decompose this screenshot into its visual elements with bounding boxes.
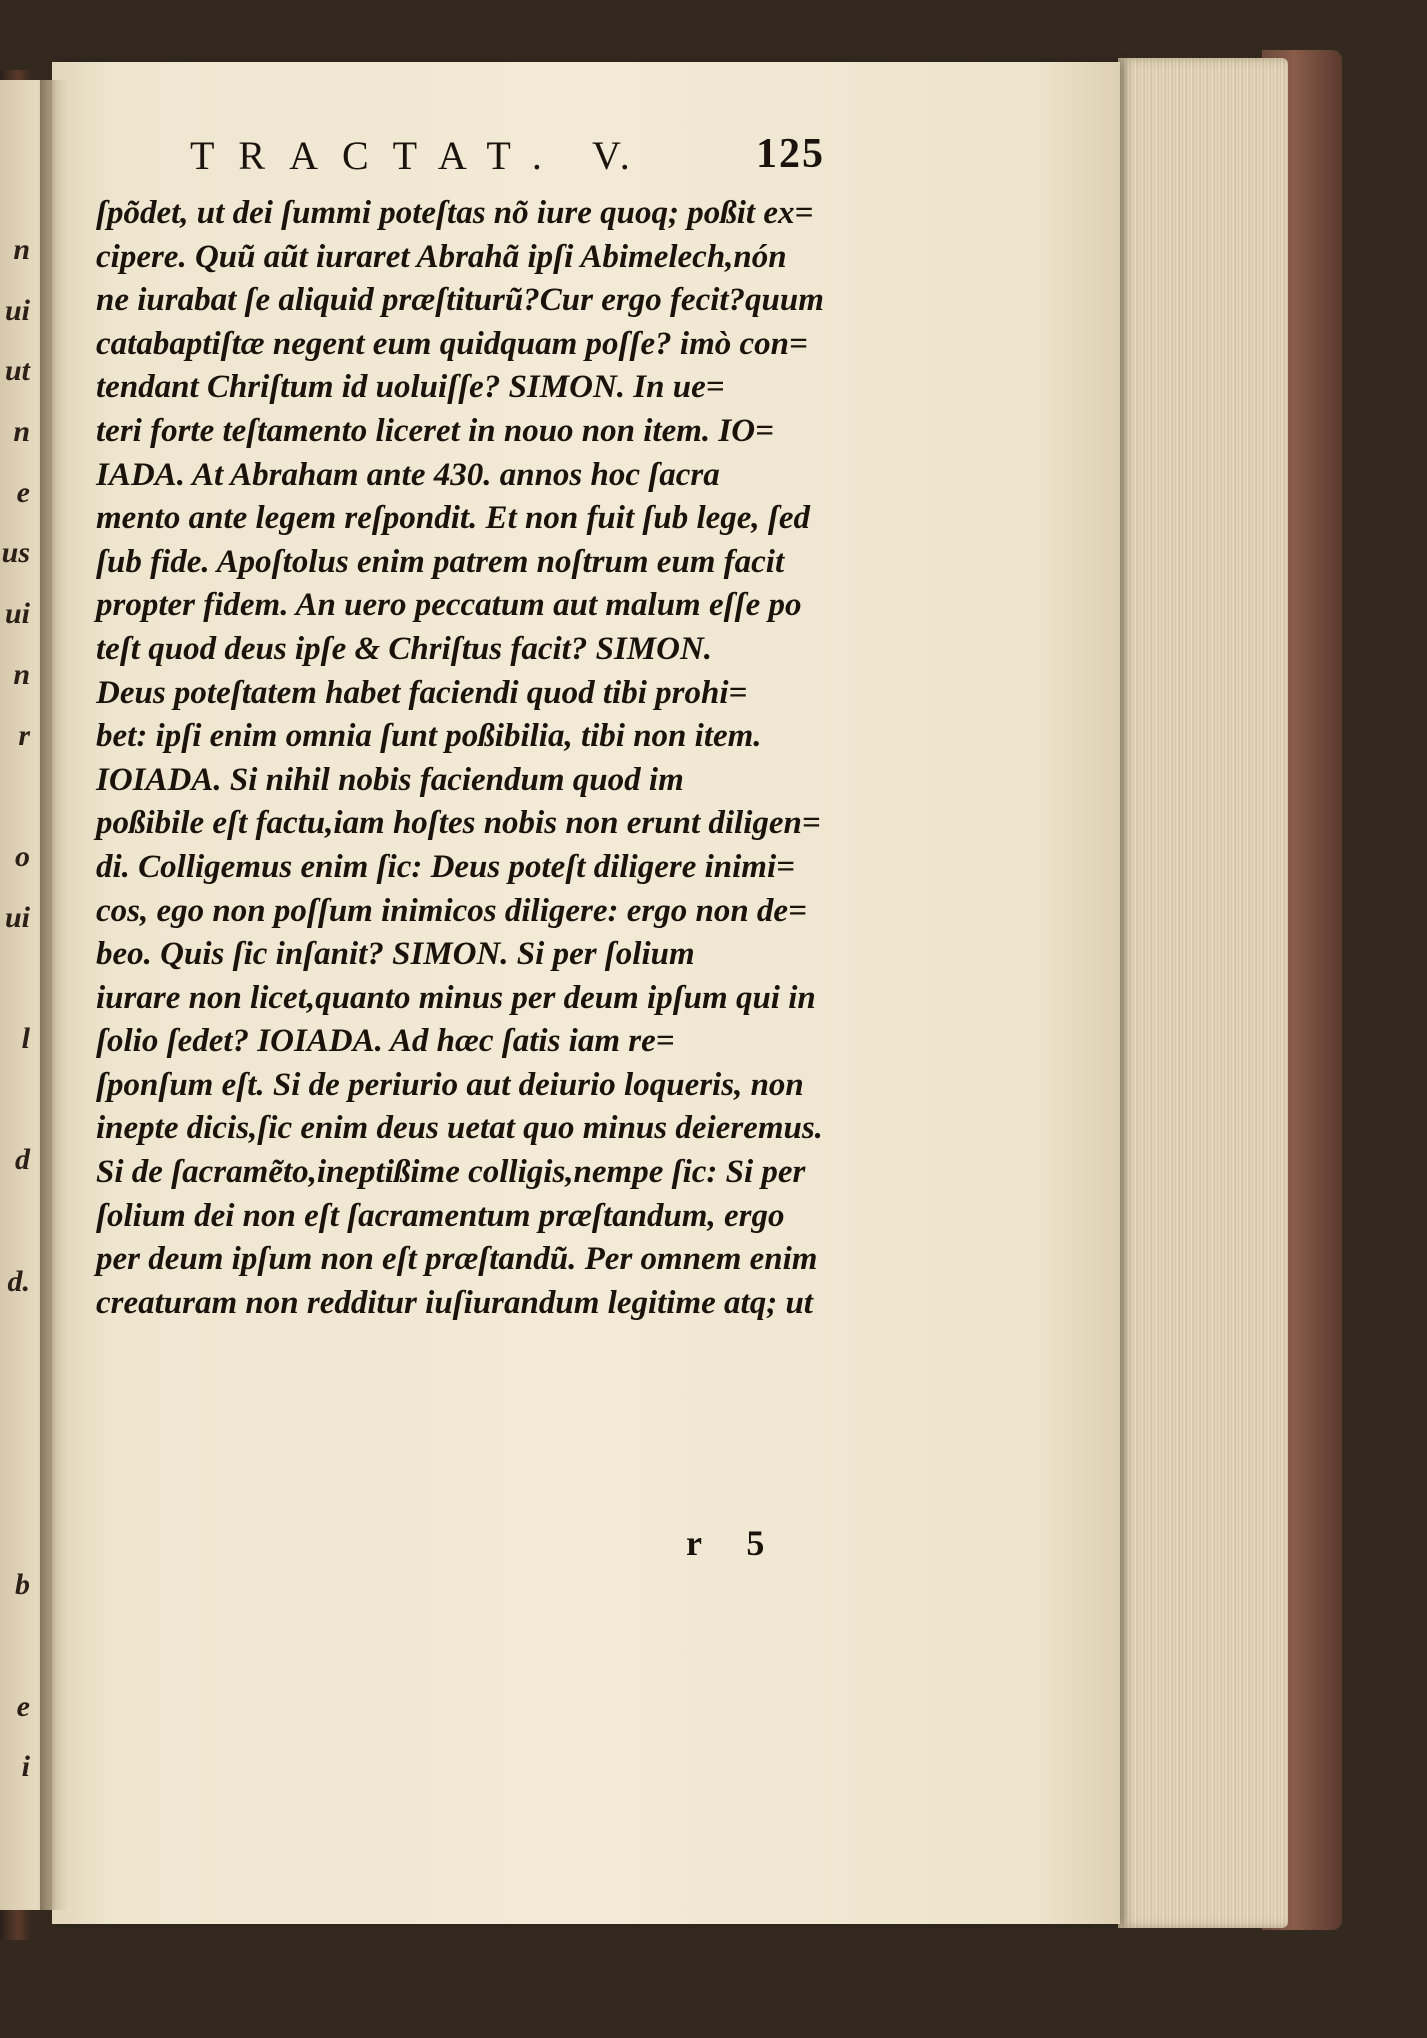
left-margin-fragment: d [15,1143,30,1177]
text-line: ne iurabat ſe aliquid præſtiturũ?Cur ergo fecit?quum [96,282,824,319]
running-head [0,132,1427,182]
text-line: cos, ego non poſſum inimicos diligere: ergo non de= [96,892,807,929]
left-margin-fragment: l [21,1021,30,1055]
left-margin-fragment [0,1070,30,1131]
text-line: Si de ſacramẽto,ineptißime colligis,nempe ſic: Si per [96,1154,806,1191]
signature-mark: r 5 [686,1523,783,1563]
text-line: inepte dicis,ſic enim deus uetat quo minus deieremus. [96,1110,823,1147]
text-line: ſolio ſedet? IOIADA. Ad hæc ſatis iam re= [96,1023,675,1060]
left-margin-fragment: e [16,1689,30,1723]
text-line: beo. Quis ſic inſanit? SIMON. Si per ſolium [96,936,695,973]
left-margin-fragment: d. [7,1264,30,1298]
left-margin-fragment: ui [4,597,30,631]
text-line: poßibile eſt factu,iam hoſtes nobis non erunt diligen= [96,805,821,842]
text-line: propter fidem. An uero peccatum aut malum eſſe po [96,587,802,624]
left-margin-fragment [0,1434,30,1495]
left-margin-fragment: e [16,475,30,509]
text-line: ſpõdet, ut dei ſummi poteſtas nõ iure quoq; poßit ex= [96,195,814,231]
left-margin-fragment: ui [4,293,30,327]
left-margin-fragment: b [15,1568,30,1602]
left-margin-fragment: i [21,1750,30,1784]
running-head-part: V. [592,133,634,178]
left-margin-fragment: n [13,657,30,691]
left-margin-fragment: ui [4,900,30,934]
left-margin-fragment [0,1191,30,1252]
left-margin-fragment [0,1616,30,1677]
running-head-title: TRACTAT. [190,133,566,178]
text-line: catabaptiſtæ negent eum quidquam poſſe? imò con= [96,325,808,362]
text-line: per deum ipſum non eſt præſtandũ. Per omnem enim [96,1241,818,1278]
text-line: iurare non licet,quanto minus per deum ipſum qui in [96,979,816,1016]
left-margin-fragment [0,948,30,1009]
body-text [96,192,866,1325]
left-margin-fragment: o [15,839,30,873]
text-line: mento ante legem reſpondit. Et non fuit ſub lege, ſed [96,500,811,537]
text-line: tendant Chriſtum id uoluiſſe? SIMON. In ue= [96,369,725,406]
left-margin-fragment [0,1494,30,1555]
text-line: ſolium dei non eſt ſacramentum præſtandum, ergo [96,1197,785,1234]
text-line: teſt quod deus ipſe & Chriſtus facit? SIMON. [96,630,713,667]
left-margin-fragment [0,1373,30,1434]
text-line: teri forte teſtamento liceret in nouo non item. IO= [96,412,774,449]
left-margin-fragment: n [13,233,30,266]
left-margin-fragment: r [18,718,30,752]
text-line: Deus poteſtatem habet faciendi quod tibi prohi= [96,674,748,711]
text-line: cipere. Quũ aũt iuraret Abrahã ipſi Abimelech,nón [96,238,787,275]
text-line: IADA. At Abraham ante 430. annos hoc ſacra [96,456,720,493]
left-margin-fragment: ut [4,354,30,388]
page-number: 125 [756,131,825,177]
page-gutter [40,80,68,1910]
text-line: ſponſum eſt. Si de periurio aut deiurio loqueris, non [96,1066,804,1103]
left-margin-fragment [0,1312,30,1373]
left-page-margin-text [0,220,30,1798]
text-line: IOIADA. Si nihil nobis faciendum quod im [96,761,684,798]
text-line: creaturam non redditur iuſiurandum legitime atq; ut [96,1284,813,1321]
text-line: ſub fide. Apoſtolus enim patrem noſtrum eum facit [96,543,785,580]
left-margin-fragment [0,766,30,827]
page-edges [1118,58,1288,1928]
left-margin-fragment: n [13,415,30,449]
left-margin-fragment: us [1,536,30,570]
text-line: di. Colligemus enim ſic: Deus poteſt diligere inimi= [96,848,795,885]
text-line: bet: ipſi enim omnia ſunt poßibilia, tibi non item. [96,718,762,755]
